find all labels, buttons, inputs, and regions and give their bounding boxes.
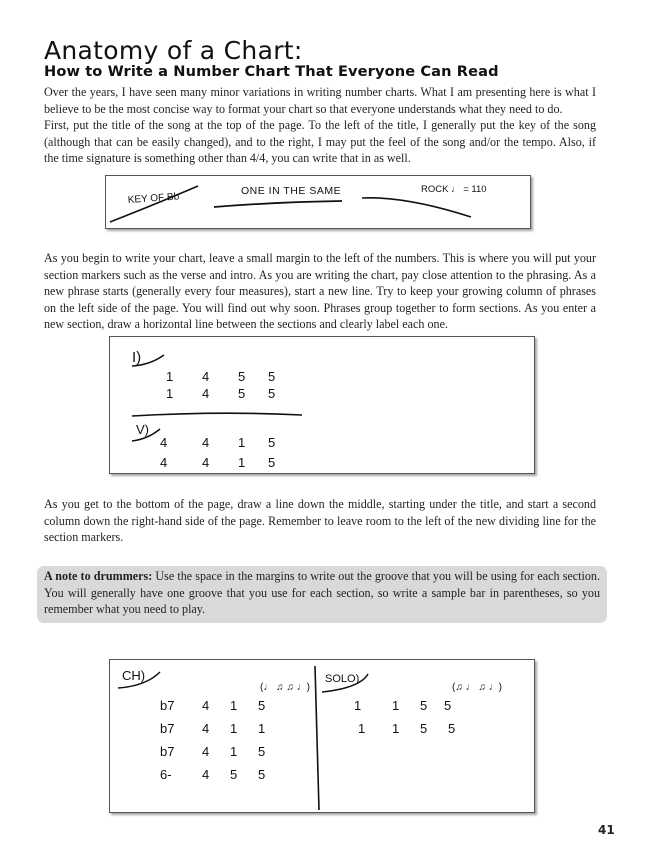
svg-text:1: 1: [238, 455, 246, 470]
svg-text:1: 1: [166, 386, 174, 401]
svg-text:5: 5: [420, 721, 428, 736]
verse-rows: [160, 435, 275, 470]
svg-text:1: 1: [354, 698, 362, 713]
header-example-figure: [105, 175, 531, 229]
drummers-note-label: A note to drummers:: [44, 569, 153, 583]
intro-paragraph: Over the years, I have seen many minor variations in writing number charts. What I am presenting here is what I believe to be the most concise way to format your chart so that everyone understands what they need to do.: [44, 85, 596, 116]
song-feel-tempo: ROCK ♩ = 110: [421, 184, 487, 195]
svg-text:5: 5: [238, 369, 246, 384]
svg-text:5: 5: [268, 435, 276, 450]
svg-text:5: 5: [268, 386, 276, 401]
svg-text:4: 4: [202, 721, 210, 736]
chorus-rows: [160, 698, 265, 782]
svg-text:1: 1: [230, 721, 238, 736]
svg-text:4: 4: [160, 435, 168, 450]
svg-text:1: 1: [230, 698, 238, 713]
svg-text:4: 4: [202, 369, 210, 384]
svg-text:5: 5: [420, 698, 428, 713]
second-column-paragraph: As you get to the bottom of the page, draw a line down the middle, starting under the title, and start a second column down the right-hand side of the page. Remember to leave room to the left of the new dividing line for the section markers.: [44, 497, 596, 545]
svg-text:b7: b7: [160, 698, 175, 713]
svg-text:6-: 6-: [160, 767, 172, 782]
section-label-chorus: CH): [122, 668, 146, 683]
svg-text:b7: b7: [160, 721, 175, 736]
svg-text:4: 4: [160, 455, 168, 470]
svg-text:5: 5: [238, 386, 246, 401]
svg-text:5: 5: [230, 767, 238, 782]
svg-text:1: 1: [238, 435, 246, 450]
two-column-example-figure: [109, 659, 535, 813]
svg-text:5: 5: [258, 767, 266, 782]
svg-text:5: 5: [258, 698, 266, 713]
svg-text:4: 4: [202, 435, 210, 450]
section-label-solo: SOLO): [325, 673, 360, 685]
svg-text:5: 5: [258, 744, 266, 759]
section-divider: [132, 413, 302, 416]
svg-text:4: 4: [202, 767, 210, 782]
svg-text:5: 5: [268, 369, 276, 384]
drummers-note-callout: [37, 566, 607, 623]
page-number: 41: [598, 823, 615, 837]
svg-text:5: 5: [444, 698, 452, 713]
intro-rows: [166, 369, 275, 401]
svg-text:b7: b7: [160, 744, 175, 759]
song-key: KEY OF Bb: [127, 191, 180, 206]
section-label-intro: I): [132, 349, 142, 366]
song-title: ONE IN THE SAME: [241, 185, 342, 197]
svg-text:5: 5: [448, 721, 456, 736]
solo-rows: [354, 698, 455, 736]
title-placement-paragraph: First, put the title of the song at the top of the page. To the left of the title, I generally put the key of the song (although that can be easily changed), and to the right, I may put the feel of the song and/or the tempo. Also, if the time signature is something other than 4/4, you can write that in as well.: [44, 118, 596, 166]
drummers-note-text: A note to drummers: Use the space in the margins to write out the groove that you will be using for each section. You will generally have one groove that you use for each section, so write a sample bar in parentheses, so you remember what you need to play.: [44, 569, 600, 617]
page-title: Anatomy of a Chart:: [44, 36, 303, 65]
svg-text:1: 1: [258, 721, 266, 736]
column-divider: [315, 666, 319, 810]
svg-text:4: 4: [202, 455, 210, 470]
svg-text:4: 4: [202, 744, 210, 759]
chorus-groove: (♩ ♫ ♫ ♩): [260, 682, 310, 693]
solo-groove: (♫ ♩ ♫ ♩): [452, 682, 502, 693]
svg-text:1: 1: [166, 369, 174, 384]
sections-paragraph: As you begin to write your chart, leave a small margin to the left of the numbers. This is where you will put your section markers such as the verse and intro. As you are writing the chart, pay close attention to the phrasing. As a new phrase starts (generally every four measures), start a new line. Try to keep your growing column of phrases on the left side of the page. You will find out why soon. Phrases group together to form sections. As you enter a new section, draw a horizontal line between the sections and clearly label each one.: [44, 251, 596, 332]
svg-text:4: 4: [202, 386, 210, 401]
svg-text:4: 4: [202, 698, 210, 713]
svg-text:1: 1: [358, 721, 366, 736]
sections-example-figure: [109, 336, 535, 474]
svg-text:1: 1: [230, 744, 238, 759]
svg-text:1: 1: [392, 698, 400, 713]
page-subtitle: How to Write a Number Chart That Everyone Can Read: [44, 63, 499, 80]
svg-text:1: 1: [392, 721, 400, 736]
section-label-verse: V): [136, 422, 149, 437]
svg-text:5: 5: [268, 455, 276, 470]
